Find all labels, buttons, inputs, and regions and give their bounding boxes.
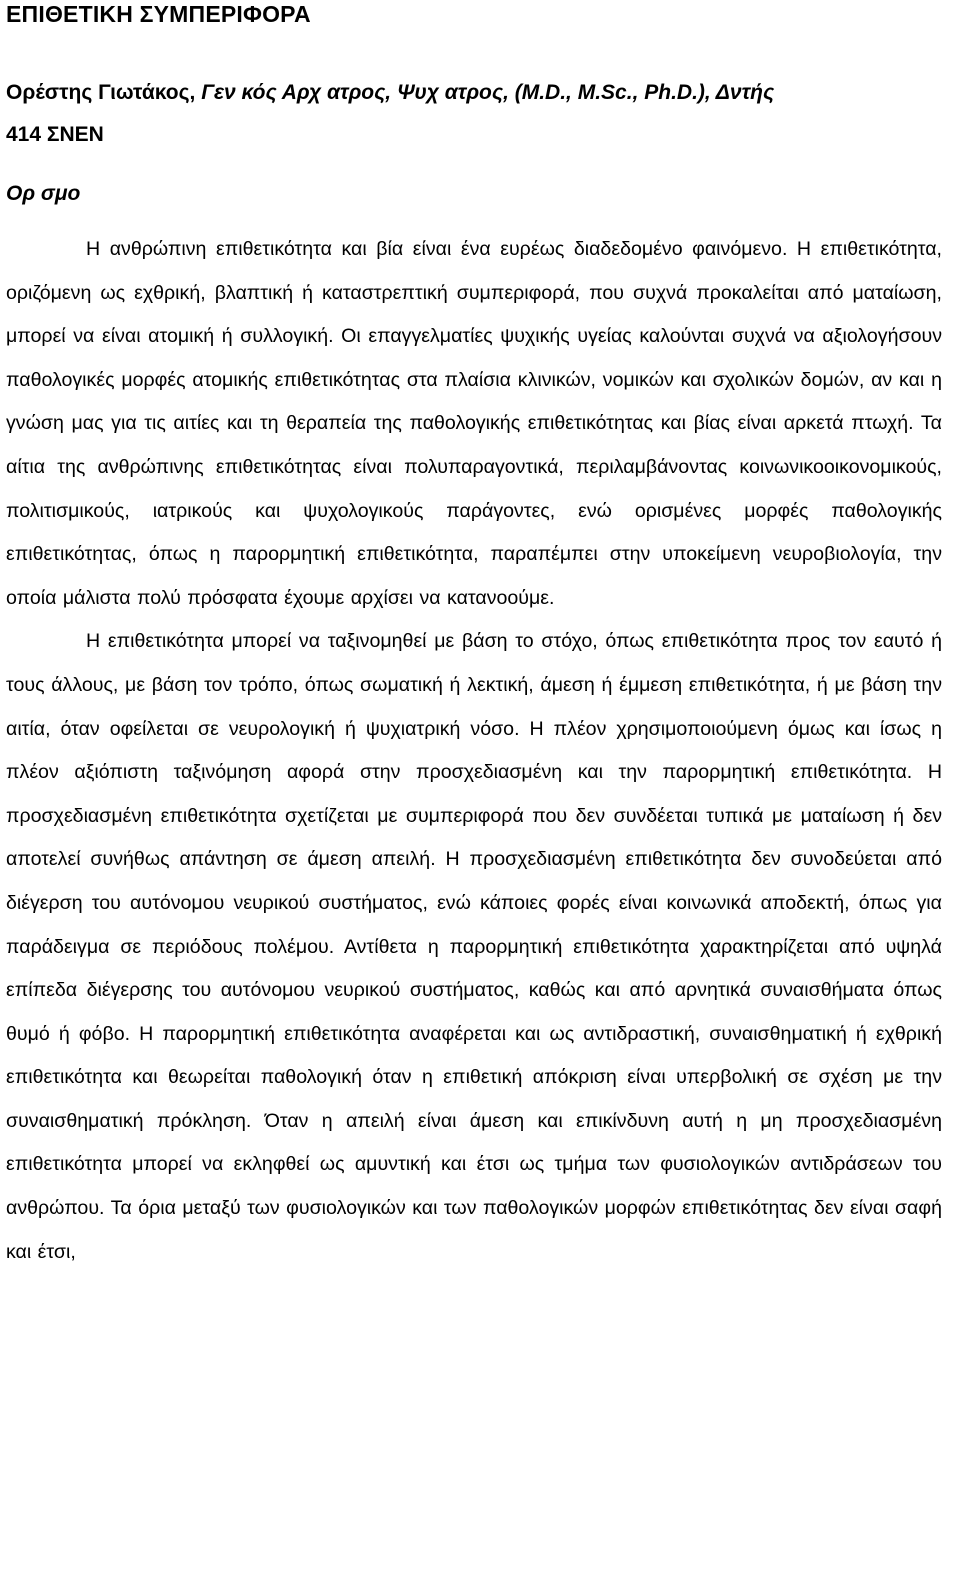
document-page (6, 0, 942, 1274)
author-line (6, 72, 942, 156)
paragraph: Η επιθετικότητα μπορεί να ταξινομηθεί με βάση το στόχο, όπως επιθετικότητα προς τον εαυτό ή τους άλλους, με βάση τον τρόπο, όπως σωματική ή λεκτική, άμεση ή έμμεση επιθετικότητα, ή με βάση την αιτία, όταν οφείλεται σε νευρολογική ή ψυχιατρική νόσο. Η πλέον χρησιμοποιούμενη όμως και ίσως η πλέον αξιόπιστη ταξινόμηση αφορά στην προσχεδιασμένη και την παρορμητική επιθετικότητα. Η προσχεδιασμένη επιθετικότητα σχετίζεται με συμπεριφορά που δεν συνδέεται τυπικά με ματαίωση ή δεν αποτελεί συνήθως απάντηση σε άμεση απειλή. Η προσχεδιασμένη επιθετικότητα δεν συνοδεύεται από διέγερση του αυτόνομου νευρικού συστήματος, ενώ κάποιες φορές είναι κοινωνικά αποδεκτή, όπως για παράδειγμα σε περιόδους πολέμου. Αντίθετα η παρορμητική επιθετικότητα χαρακτηρίζεται από υψηλά επίπεδα διέγερσης του αυτόνομου νευρικού συστήματος, καθώς και από αρνητικά συναισθήματα όπως θυμό ή φόβο. Η παρορμητική επιθετικότητα αναφέρεται και ως αντιδραστική, συναισθηματική ή εχθρική επιθετικότητα και θεωρείται παθολογική όταν η επιθετική απόκριση είναι υπερβολική σε σχέση με την συναισθηματική πρόκληση. Όταν η απειλή είναι άμεση και επικίνδυνη αυτή η μη προσχεδιασμένη επιθετικότητα μπορεί να εκληφθεί ως αμυντική και έτσι ως τμήμα των φυσιολογικών αντιδράσεων του ανθρώπου. Τα όρια μεταξύ των φυσιολογικών και των παθολογικών μορφών επιθετικότητας δεν είναι σαφή και έτσι, (6, 630, 942, 1263)
body-text (6, 228, 942, 1274)
section-title: Ορ σμο (6, 182, 81, 205)
author-name: Ορέστης Γιωτάκος, (6, 81, 202, 104)
author-title: Γεν κός Αρχ ατρος, Ψυχ ατρος, (M.D., M.Sc., Ph.D.), Δντής (201, 81, 775, 104)
author-unit: 414 ΣΝΕΝ (6, 123, 104, 146)
paragraph: Η ανθρώπινη επιθετικότητα και βία είναι ένα ευρέως διαδεδομένο φαινόμενο. Η επιθετικότητα, οριζόμενη ως εχθρική, βλαπτική ή καταστρεπτική συμπεριφορά, που συχνά προκαλείται από ματαίωση, μπορεί να είναι ατομική ή συλλογική. Οι επαγγελματίες ψυχικής υγείας καλούνται συχνά να αξιολογήσουν παθολογικές μορφές ατομικής επιθετικότητας στα πλαίσια κλινικών, νομικών και σχολικών δομών, αν και η γνώση μας για τις αιτίες και τη θεραπεία της παθολογικής επιθετικότητας και βίας είναι αρκετά πτωχή. Τα αίτια της ανθρώπινης επιθετικότητας είναι πολυπαραγοντικά, περιλαμβάνοντας κοινωνικοοικονομικούς, πολιτισμικούς, ιατρικούς και ψυχολογικούς παράγοντες, ενώ ορισμένες μορφές παθολογικής επιθετικότητας, όπως η παρορμητική επιθετικότητα, παραπέμπει στην υποκείμενη νευροβιολογία, την οποία μάλιστα πολύ πρόσφατα έχουμε αρχίσει να κατανοούμε. (6, 238, 942, 609)
document-heading: ΕΠΙΘΕΤΙΚΗ ΣΥΜΠΕΡΙΦΟΡΑ (6, 1, 311, 27)
